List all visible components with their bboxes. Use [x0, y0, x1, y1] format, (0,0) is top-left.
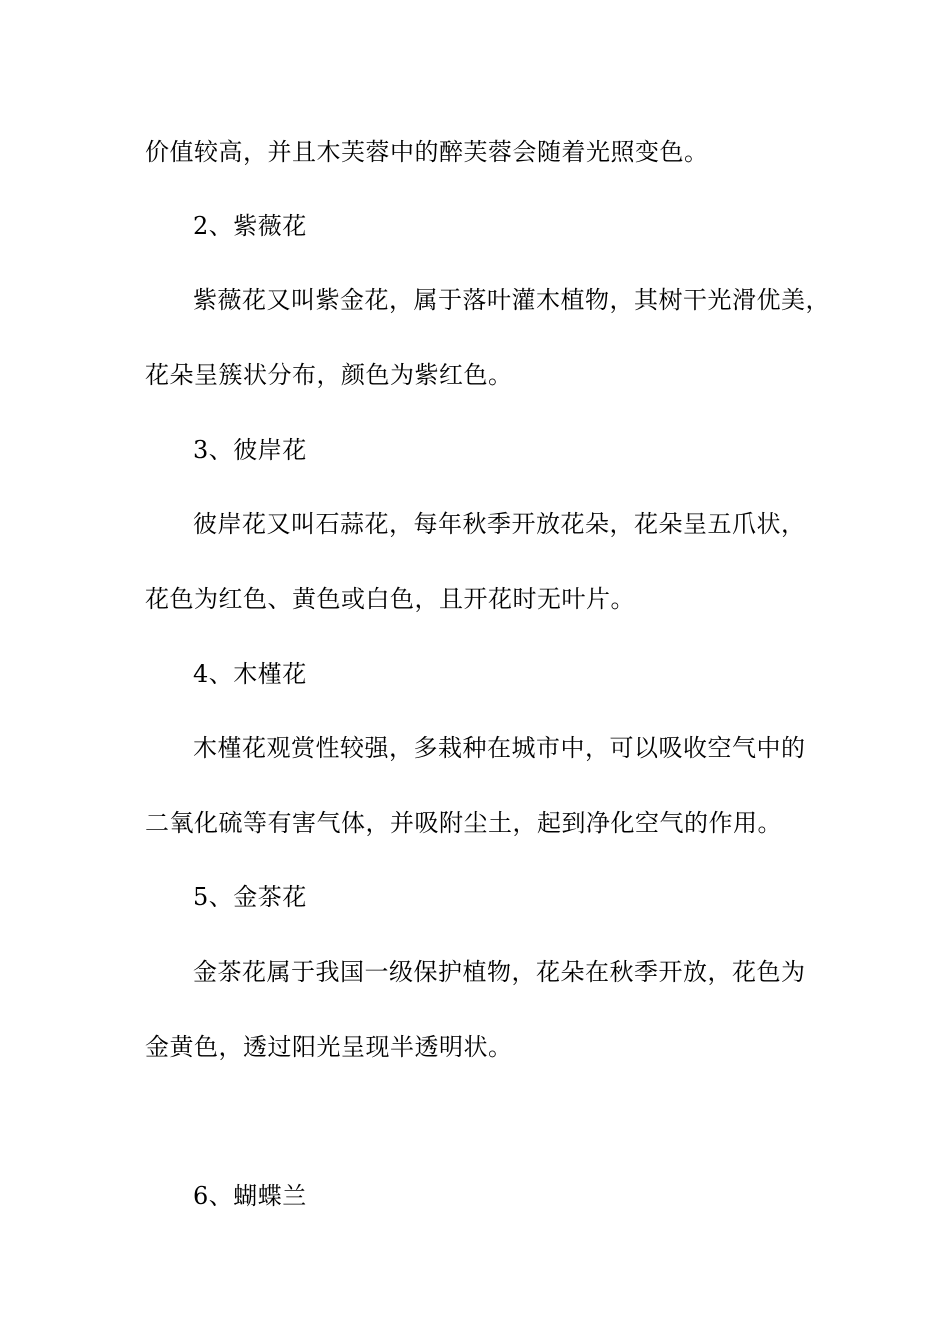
paragraph-line: 金黄色，透过阳光呈现半透明状。	[145, 1033, 513, 1061]
paragraph-line: 彼岸花又叫石蒜花，每年秋季开放花朵，花朵呈五爪状，	[193, 510, 806, 538]
section-heading: 4、木槿花	[193, 660, 307, 688]
paragraph-line: 二氧化硫等有害气体，并吸附尘土，起到净化空气的作用。	[145, 809, 782, 837]
section-heading: 6、蝴蝶兰	[193, 1182, 307, 1210]
paragraph-line: 花色为红色、黄色或白色，且开花时无叶片。	[145, 585, 635, 613]
paragraph-line: 紫薇花又叫紫金花，属于落叶灌木植物，其树干光滑优美，	[193, 286, 830, 314]
paragraph-line: 花朵呈簇状分布，颜色为紫红色。	[145, 361, 513, 389]
paragraph-line: 木槿花观赏性较强，多栽种在城市中，可以吸收空气中的	[193, 734, 806, 762]
section-heading: 2、紫薇花	[193, 212, 307, 240]
section-heading: 5、金茶花	[193, 883, 307, 911]
section-heading: 3、彼岸花	[193, 436, 307, 464]
paragraph-line: 价值较高，并且木芙蓉中的醉芙蓉会随着光照变色。	[145, 138, 709, 166]
paragraph-line: 金茶花属于我国一级保护植物，花朵在秋季开放，花色为	[193, 958, 806, 986]
